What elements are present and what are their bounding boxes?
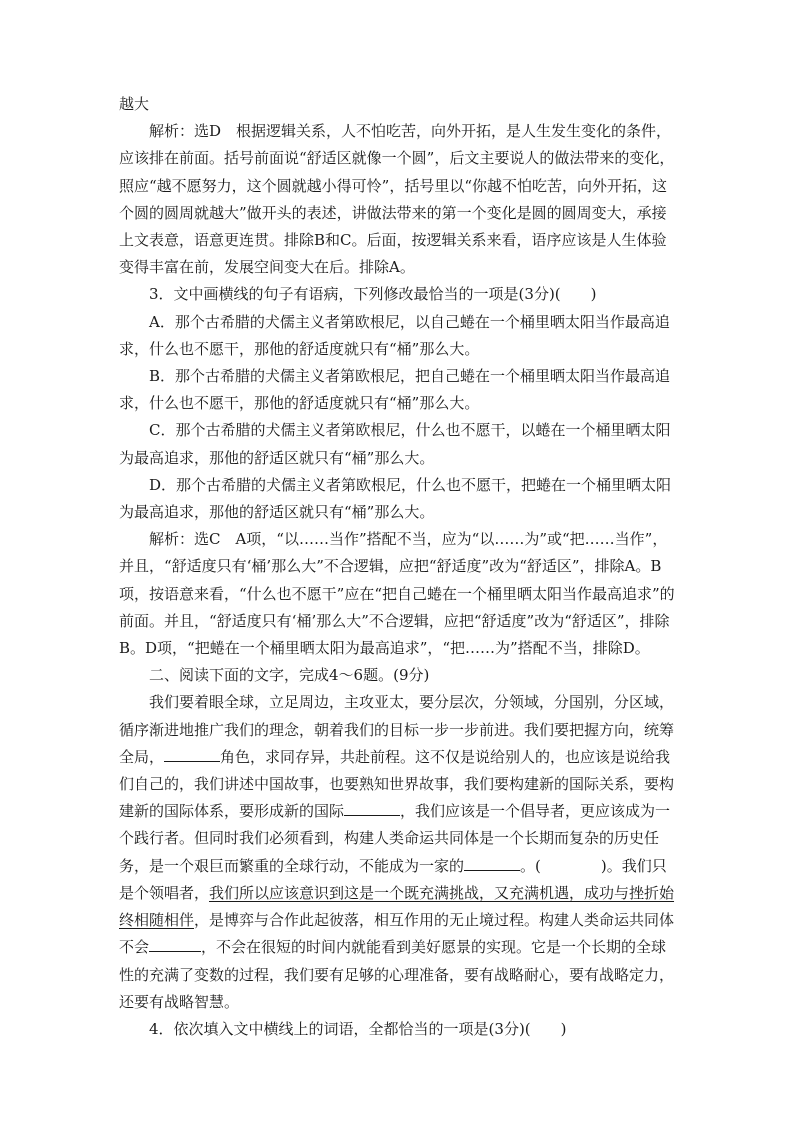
question-4: 4．依次填入文中横线上的词语，全都恰当的一项是(3分)( ): [149, 1019, 567, 1038]
section-2-heading: 二、阅读下面的文字，完成4～6题。(9分): [149, 666, 430, 685]
passage-text-5: ，是博弈与合作此起彼落，相互作用的无止境过程。构建人类命运共同体不会: [119, 911, 675, 957]
analysis-q2: 解析：选D 根据逻辑关系，人不怕吃苦，向外开拓，是人生发生变化的条件，应该排在前面。括号前面说“舒适区就像一个圆”，后文主要说人的做法带来的变化，照应“越不愿努力，这个圆就越小得可怜”，括号里以“你越不怕吃苦，向外开拓，这个圆的圆周就越大”做开头的表述，讲做法带来的第一个变化是圆的圆周变大，承接上文表意，语意更连贯。排除B和C。后面，按逻辑关系来看，语序应该是人生体验变得丰富在前，发展空间变大在后。排除A。: [119, 122, 675, 277]
option-3c: C．那个古希腊的犬儒主义者第欧根尼，什么也不愿干，以蜷在一个桶里晒太阳为最高追求，那他的舒适区就只有“桶”那么大。: [119, 421, 671, 467]
analysis-q3: 解析：选C A项，“以……当作”搭配不当，应为“以……为”或“把……当作”，并且，“舒适度只有‘桶’那么大”不合逻辑，应把“舒适度”改为“舒适区”，排除A。B项，按语意来看，“什么也不愿干”应在“把自己蜷在一个桶里晒太阳当作最高追求”的前面。并且，“舒适度只有‘桶’那么大”不合逻辑，应把“舒适度”改为“舒适区”，排除B。D项，“把蜷在一个桶里晒太阳为最高追求”，“把……为”搭配不当，排除D。: [119, 530, 675, 658]
passage-text-2: 角色，求同存异，共赴前程。这不仅是说给别人的，也应该是说给我们自己的，我们讲述中国故事，也要熟知世界故事，我们要构建新的国际关系，要构建新的国际体系，要形成新的国际: [119, 747, 675, 821]
option-3a: A．那个古希腊的犬儒主义者第欧根尼，以自己蜷在一个桶里晒太阳当作最高追求，什么也不愿干，那他的舒适度就只有“桶”那么大。: [119, 312, 670, 358]
passage-text-4: 。( )。我们只是个领唱者，: [119, 856, 667, 902]
reading-passage: [119, 689, 679, 1015]
question-3: 3．文中画横线的句子有语病，下列修改最恰当的一项是(3分)( ): [149, 285, 597, 304]
document-body: [119, 91, 679, 1043]
passage-text-3: ，我们应该是一个倡导者，更应该成为一个践行者。但同时我们必须看到，构建人类命运共同体是一个长期而复杂的历史任务，是一个艰巨而繁重的全球行动，不能成为一家的: [119, 802, 671, 875]
fill-blank-3: [464, 855, 520, 871]
underlined-sentence: 我们所以应该意识到这是一个既充满挑战，又充满机遇，成功与挫折始终相随相伴: [119, 883, 675, 930]
passage-text-1: 我们要着眼全球，立足周边，主攻亚太，要分层次，分领域，分国别，分区域，循序渐进地推广我们的理念，朝着我们的目标一步一步前进。我们要把握方向，统筹全局，: [119, 693, 675, 766]
option-3b: B．那个古希腊的犬儒主义者第欧根尼，把自己蜷在一个桶里晒太阳当作最高追求，什么也不愿干，那他的舒适度就只有“桶”那么大。: [119, 367, 671, 413]
passage-text-6: ，不会在很短的时间内就能看到美好愿景的实现。它是一个长期的全球性的充满了变数的过程，我们要有足够的心理准备，要有战略耐心，要有战略定力，还要有战略智慧。: [119, 938, 675, 1011]
fill-blank-2: [344, 800, 400, 816]
continuation-line: 越大: [119, 95, 150, 113]
fill-blank-1: [164, 746, 220, 762]
option-3d: D．那个古希腊的犬儒主义者第欧根尼，什么也不愿干，把蜷在一个桶里晒太阳为最高追求，那他的舒适区就只有“桶”那么大。: [119, 475, 672, 522]
fill-blank-4: [149, 936, 201, 952]
